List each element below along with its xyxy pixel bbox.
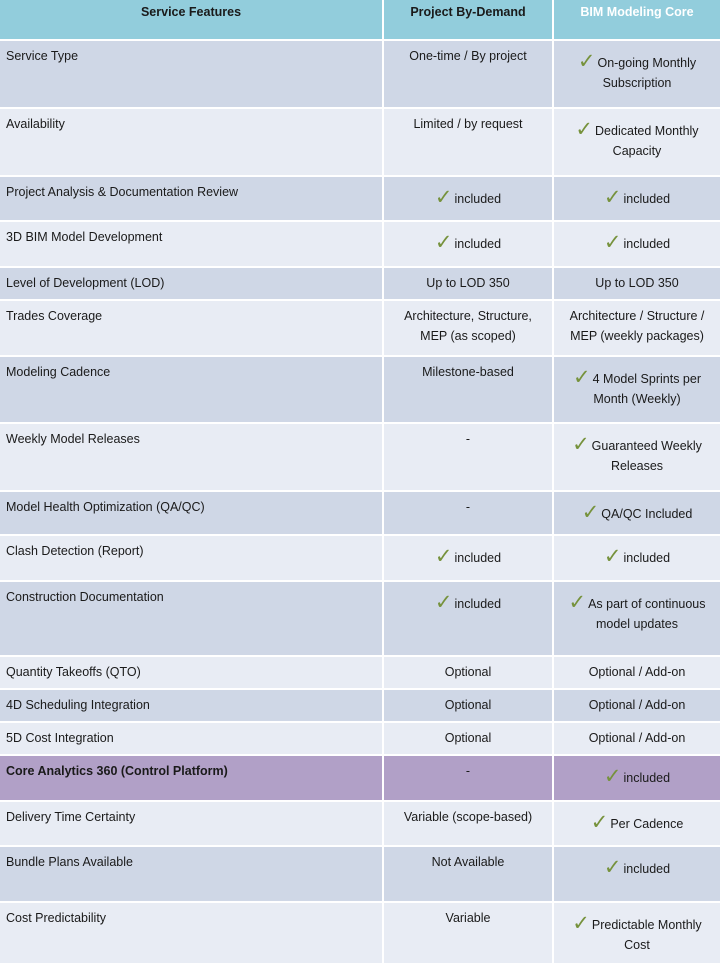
cell-text: included: [454, 237, 502, 251]
core-cell: [554, 268, 720, 299]
check-icon: ✓: [603, 855, 622, 879]
feature-cell: Cost Predictability: [0, 903, 382, 963]
check-icon: ✓: [603, 230, 622, 254]
core-cell: [554, 536, 720, 580]
table-row: [0, 109, 720, 175]
by-demand-cell: [384, 903, 552, 963]
cell-text: Not Available: [431, 855, 505, 869]
feature-cell: Availability: [0, 109, 382, 175]
feature-cell: Trades Coverage: [0, 301, 382, 355]
table-row: [0, 222, 720, 266]
check-icon: ✓: [572, 432, 590, 456]
table-row: [0, 268, 720, 299]
check-icon: ✓: [581, 500, 600, 524]
core-cell: [554, 301, 720, 355]
core-cell: [554, 847, 720, 901]
header-bim-modeling-core: BIM Modeling Core: [554, 0, 720, 39]
cell-text: Optional: [444, 665, 492, 679]
cell-text: -: [465, 432, 471, 446]
by-demand-cell: [384, 424, 552, 490]
cell-text: Architecture, Structure, MEP (as scoped): [404, 309, 532, 343]
by-demand-cell: [384, 301, 552, 355]
by-demand-cell: [384, 582, 552, 655]
cell-text: included: [454, 551, 502, 565]
check-icon: ✓: [603, 544, 622, 568]
table-row: [0, 41, 720, 107]
cell-text: Optional: [444, 698, 492, 712]
by-demand-cell: [384, 109, 552, 175]
core-cell: [554, 582, 720, 655]
feature-cell: 5D Cost Integration: [0, 723, 382, 754]
check-icon: ✓: [434, 230, 453, 254]
cell-text: Up to LOD 350: [426, 276, 510, 290]
table-row: [0, 903, 720, 963]
by-demand-cell: [384, 657, 552, 688]
feature-cell: Weekly Model Releases: [0, 424, 382, 490]
table-row: [0, 301, 720, 355]
by-demand-cell: [384, 268, 552, 299]
cell-text: Optional / Add-on: [588, 731, 686, 745]
table-row: [0, 690, 720, 721]
feature-cell: Model Health Optimization (QA/QC): [0, 492, 382, 534]
core-cell: [554, 903, 720, 963]
cell-text: Architecture / Structure / MEP (weekly packages): [569, 309, 705, 343]
check-icon: ✓: [434, 590, 453, 614]
cell-text: included: [623, 862, 671, 876]
cell-text: included: [454, 192, 502, 206]
by-demand-cell: [384, 222, 552, 266]
cell-text: included: [454, 597, 502, 611]
header-project-by-demand: Project By-Demand: [384, 0, 552, 39]
cell-text: Up to LOD 350: [595, 276, 679, 290]
core-cell: [554, 492, 720, 534]
cell-text: Dedicated Monthly Capacity: [595, 124, 699, 158]
by-demand-cell: [384, 847, 552, 901]
check-icon: ✓: [577, 49, 596, 73]
core-cell: [554, 657, 720, 688]
core-cell: [554, 357, 720, 422]
table-row: [0, 357, 720, 422]
table-row: [0, 492, 720, 534]
check-icon: ✓: [603, 185, 622, 209]
cell-text: Milestone-based: [422, 365, 514, 379]
cell-text: As part of continuous model updates: [588, 597, 706, 631]
core-cell: [554, 177, 720, 220]
cell-text: included: [623, 192, 671, 206]
feature-cell: Quantity Takeoffs (QTO): [0, 657, 382, 688]
cell-text: Variable: [445, 911, 491, 925]
header-service-features: Service Features: [0, 0, 382, 39]
cell-text: -: [465, 500, 471, 514]
cell-text: included: [623, 237, 671, 251]
feature-cell: Clash Detection (Report): [0, 536, 382, 580]
core-cell: [554, 109, 720, 175]
feature-cell: Delivery Time Certainty: [0, 802, 382, 845]
cell-text: One-time / By project: [409, 49, 527, 63]
table-row: [0, 756, 720, 800]
cell-text: On-going Monthly Subscription: [597, 56, 697, 90]
feature-cell: Construction Documentation: [0, 582, 382, 655]
cell-text: Predictable Monthly Cost: [591, 918, 702, 952]
cell-text: Optional / Add-on: [588, 698, 686, 712]
check-icon: ✓: [575, 117, 594, 141]
cell-text: included: [623, 551, 671, 565]
check-icon: ✓: [572, 911, 590, 935]
check-icon: ✓: [590, 810, 609, 834]
cell-text: included: [623, 771, 671, 785]
table-row: [0, 582, 720, 655]
feature-cell: Level of Development (LOD): [0, 268, 382, 299]
core-cell: [554, 723, 720, 754]
by-demand-cell: [384, 536, 552, 580]
core-cell: [554, 222, 720, 266]
feature-cell: 3D BIM Model Development: [0, 222, 382, 266]
cell-text: Guaranteed Weekly Releases: [591, 439, 702, 473]
check-icon: ✓: [603, 764, 622, 788]
feature-cell: Modeling Cadence: [0, 357, 382, 422]
table-row: [0, 536, 720, 580]
feature-cell: Project Analysis & Documentation Review: [0, 177, 382, 220]
cell-text: Per Cadence: [610, 817, 684, 831]
by-demand-cell: [384, 357, 552, 422]
check-icon: ✓: [434, 544, 453, 568]
feature-cell: Bundle Plans Available: [0, 847, 382, 901]
cell-text: Optional: [444, 731, 492, 745]
table-row: [0, 847, 720, 901]
check-icon: ✓: [434, 185, 453, 209]
check-icon: ✓: [568, 590, 587, 614]
by-demand-cell: [384, 177, 552, 220]
by-demand-cell: [384, 756, 552, 800]
by-demand-cell: [384, 492, 552, 534]
cell-text: Variable (scope-based): [403, 810, 533, 824]
table-row: [0, 657, 720, 688]
core-cell: [554, 424, 720, 490]
core-cell: [554, 41, 720, 107]
by-demand-cell: [384, 802, 552, 845]
table-row: [0, 723, 720, 754]
by-demand-cell: [384, 41, 552, 107]
core-cell: [554, 802, 720, 845]
feature-cell: 4D Scheduling Integration: [0, 690, 382, 721]
by-demand-cell: [384, 723, 552, 754]
table-row: [0, 802, 720, 845]
cell-text: 4 Model Sprints per Month (Weekly): [592, 372, 701, 406]
cell-text: Limited / by request: [413, 117, 523, 131]
cell-text: Optional / Add-on: [588, 665, 686, 679]
feature-cell: Core Analytics 360 (Control Platform): [0, 756, 382, 800]
by-demand-cell: [384, 690, 552, 721]
core-cell: [554, 756, 720, 800]
header-row: [0, 0, 720, 39]
feature-cell: Service Type: [0, 41, 382, 107]
cell-text: QA/QC Included: [601, 507, 693, 521]
table-row: [0, 177, 720, 220]
core-cell: [554, 690, 720, 721]
table-row: [0, 424, 720, 490]
check-icon: ✓: [573, 365, 591, 389]
cell-text: -: [465, 764, 471, 778]
